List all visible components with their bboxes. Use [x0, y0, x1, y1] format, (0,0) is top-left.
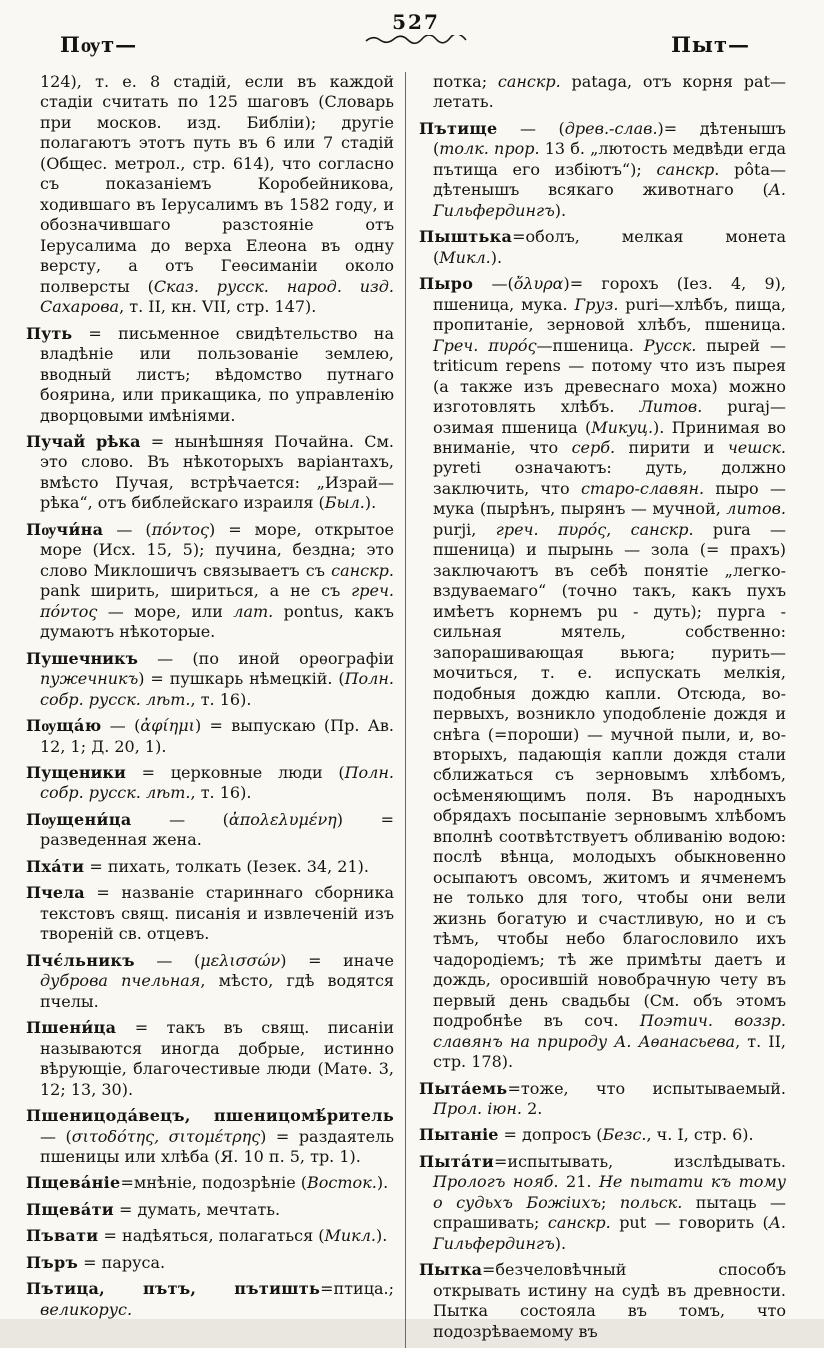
text-segment: Был. [324, 493, 365, 513]
text-segment: Русск. [643, 335, 697, 355]
dictionary-entry [26, 1279, 394, 1320]
text-segment: —пшеница. [536, 335, 644, 355]
dictionary-entry [26, 520, 394, 643]
text-segment: Восток. [307, 1173, 377, 1193]
page-header [26, 10, 806, 72]
text-segment: =безчеловѣчный способъ открывать истину на судѣ въ древности. Пытка состояла въ томъ, что подозрѣваемому въ [433, 1260, 786, 1341]
dictionary-entry [26, 716, 394, 757]
text-segment: А. Гильфердингъ [433, 1213, 787, 1253]
text-segment: pataga, отъ корня pat—летать. [433, 72, 786, 112]
text-segment: Безс. [602, 1125, 647, 1145]
headword: Пыро [419, 274, 474, 294]
text-segment: ) = море, открытое море (Исх. 15, 5); пучина, бездна; это слово Миклошичъ связываетъ съ [40, 519, 394, 580]
text-segment: ὄλυρα [513, 274, 564, 294]
text-segment: =оболъ, мелкая монета ( [433, 227, 786, 267]
text-segment: Груз. [574, 294, 619, 314]
text-segment: pank ширить, шириться, а не съ [40, 581, 352, 601]
headword: Пъвати [26, 1226, 99, 1246]
text-segment: старо-славян. [580, 478, 705, 498]
text-segment: Литов. [639, 397, 703, 417]
text-segment: греч. [351, 581, 394, 601]
text-segment: греч. [495, 519, 539, 539]
text-segment: санскр. [331, 560, 394, 580]
text-segment: Не пытати къ тому о судьхъ Божіихъ [433, 1172, 786, 1212]
dictionary-entry [26, 432, 394, 514]
text-segment: ; [601, 1192, 620, 1212]
dictionary-entry [26, 1253, 394, 1273]
text-segment: Микл. [439, 247, 491, 267]
dictionary-entry [26, 1173, 394, 1193]
text-segment: санскр. [547, 1213, 611, 1233]
headword: Пътище [419, 118, 498, 138]
text-segment: потка; [433, 72, 498, 91]
text-segment: — ( [131, 809, 229, 829]
text-segment: puri—хлѣбъ, пища, пропитаніе, зерновой хлѣбъ, пшеница. [433, 294, 787, 335]
text-segment: — ( [103, 519, 152, 539]
text-segment: Микл. [324, 1226, 376, 1246]
text-segment: пыро — мука (пырѣнъ, пырянъ — мучной, [433, 478, 786, 519]
text-segment: — ( [101, 716, 141, 736]
dictionary-entry [26, 883, 394, 944]
text-segment: πυρός [557, 519, 607, 539]
text-segment: — (по иной орѳографіи [137, 648, 394, 668]
text-segment: σιτοδότης, σιτομέτρης [71, 1126, 261, 1146]
text-segment: ). [376, 1173, 389, 1193]
headword: Пха́ти [26, 856, 85, 876]
text-segment: литов. [726, 499, 786, 519]
text-segment: , т. 16). [190, 689, 252, 709]
text-segment: = нынѣшняя Почайна. См. это слово. Въ нѣкоторыхъ варіантахъ, вмѣсто Пучая, встрѣчается: „Израй—рѣка“, отъ библейскаго израиля ( [40, 431, 394, 513]
text-segment: =испытывать, изслѣдывать. [494, 1151, 786, 1171]
headword: Пушечникъ [26, 648, 138, 668]
headword: Пучай рѣка [26, 431, 141, 451]
text-segment: ) = выпускаю (Пр. Ав. 12, 1; Д. 20, 1). [40, 716, 394, 756]
text-segment: = пихать, толкать (Іезек. 34, 21). [84, 856, 369, 876]
text-segment: 124), т. е. 8 стадій, если въ каждой стадіи считать по 125 шаговъ (Словарь при москов. изд. Библіи); другіе полагаютъ этотъ путь въ 6 или 7 стадій (Общес. метрол., стр. 614), что согласно съ показаніемъ Коробейникова, ходившаго въ Іерусалимъ въ 1582 году, и обозначившаго разстояніе отъ Іерусалима до верха Елеона въ одну версту, а отъ Геѳсиманіи около полверсты ( [40, 72, 394, 296]
text-segment: =птица.; [320, 1279, 394, 1299]
text-segment: ). Принимая во вниманіе, что [433, 417, 786, 457]
text-segment: )= горохъ (Іез. 4, 9), пшеница, мука. [433, 274, 787, 314]
text-segment: = письменное свидѣтельство на владѣніе или пользованіе землею, вводный листъ; вѣдомство путнаго боярина, или прикащика, по управленію дворцовыми имѣніями. [40, 323, 394, 425]
headword: Пытаніе [419, 1125, 499, 1145]
text-segment: древ.-слав. [564, 118, 658, 138]
page-number-block [364, 10, 468, 45]
text-segment: великорус. [40, 1299, 133, 1319]
headword: Пыта́емь [419, 1078, 508, 1098]
dictionary-entry [419, 227, 786, 268]
text-segment: пырей — triticum repens — потому что изъ пырея (а также изъ древеснаго моха) можно изготовлять хлѣбъ. [433, 335, 786, 417]
text-segment: = церковные люди ( [125, 763, 345, 782]
dictionary-entry [26, 1106, 394, 1167]
dictionary-entry [419, 274, 786, 1072]
text-segment: = думать, мечтать. [113, 1199, 281, 1219]
text-segment: put — говорить ( [610, 1213, 769, 1233]
text-segment: )= дѣтенышъ ( [433, 118, 786, 159]
dictionary-entry [26, 1200, 394, 1220]
dictionary-entry [26, 649, 394, 710]
text-segment: , [606, 519, 631, 539]
headword: Пыштька [419, 227, 513, 247]
text-segment [539, 520, 558, 539]
right-column [406, 72, 786, 1348]
text-segment [478, 336, 488, 355]
headword: Пътица, пътъ, пътишть [26, 1279, 321, 1299]
text-segment: =тоже, что испытываемый. [507, 1078, 786, 1098]
text-segment: — море, или [97, 601, 234, 621]
text-segment: ) = иначе [280, 950, 394, 970]
text-segment: ) = разведенная жена. [40, 809, 394, 850]
text-segment: ). [490, 247, 503, 267]
headword: Пщева́ти [26, 1199, 114, 1219]
text-segment: , т. 16). [190, 783, 252, 803]
text-segment: 21. [558, 1172, 599, 1192]
text-segment: =мнѣніе, подозрѣніе ( [120, 1173, 308, 1193]
text-segment: , т. II, кн. VII, стр. 147). [119, 297, 317, 317]
dictionary-entry-continuation [26, 72, 394, 318]
text-segment: Прол. іюн. [433, 1098, 523, 1118]
dictionary-entry [419, 1125, 786, 1145]
text-segment: пужечникъ [40, 669, 139, 689]
text-segment: ). [554, 200, 567, 220]
running-head-right: Пыт— [671, 32, 750, 57]
text-segment: пирити и [615, 437, 728, 457]
text-segment: , т. II, стр. 178). [433, 1031, 786, 1072]
dictionary-entry [26, 763, 394, 804]
text-segment: 13 б. „лютость медвѣди егда пътища его избіютъ“); [433, 139, 787, 179]
text-segment: Поэтич. воззр. славянъ на природу А. Аѳанасьева [433, 1011, 787, 1051]
left-column [26, 72, 406, 1348]
text-segment: — ( [497, 118, 565, 138]
text-segment: ). [376, 1226, 388, 1246]
text-segment: лат. [233, 601, 274, 621]
text-segment: Микуц. [591, 417, 654, 437]
text-segment: санскр. [497, 72, 561, 91]
text-segment: Полн. собр. русск. лѣт. [40, 763, 394, 803]
text-segment: Полн. собр. русск. лѣт. [40, 669, 394, 709]
text-segment: puraj—озимая пшеница ( [433, 397, 787, 437]
text-segment: —( [473, 274, 514, 294]
text-segment: πυρός [488, 335, 537, 355]
dictionary-entry [419, 1079, 786, 1120]
headword: Пытка [419, 1260, 482, 1280]
headword: Пчела [26, 883, 85, 903]
running-head-left: Пѹт— [60, 32, 138, 57]
headword: Пѹчи́на [26, 519, 104, 539]
dictionary-entry [419, 1152, 786, 1254]
text-segment: = паруса. [78, 1252, 166, 1272]
text-segment: purji, [433, 519, 496, 539]
text-segment: , мѣсто, гдѣ водятся пчелы. [40, 971, 395, 1011]
headword: Пущеники [26, 763, 126, 782]
text-segment: санскр. [656, 159, 720, 179]
text-segment: ) = пушкарь нѣмецкій. ( [138, 669, 345, 689]
dictionary-entry [26, 857, 394, 877]
text-segment: ἀπολελυμένη [228, 809, 337, 829]
text-segment: = такъ въ свящ. писаніи называются иногда добрые, истинно вѣрующіе, благочестивые люди (Матѳ. 3, 12; 13, 30). [40, 1018, 394, 1099]
text-segment: pura — пшеница) и пырынь — зола (= прахъ) заключаютъ въ себѣ понятіе „легко-вздуваемаго“ (точно такъ, какъ пухъ имѣетъ корнемъ pu - дуть); пурга - сильная мятель, собственно: запорашивающая вьюга; пурить—мочиться, т. е. испускать мелкія, подобныя дождю капли. Отсюда, во-первыхъ, возникло уподобленіе дождя и снѣга (=пороши) — мучной пыли, и, во-вторыхъ, падающія капли дождя стали сближаться съ зерновымъ хлѣбомъ, осѣменяющимъ поля. Въ народныхъ обрядахъ посыпаніе зерновымъ хлѣбомъ вполнѣ соотвѣтствуетъ обливанію водою: послѣ вѣнца, молодыхъ обыкновенно осыпаютъ овсомъ, житомъ и ячменемъ не только для того, чтобы они вели жизнь богатую и счастливую, но и съ тѣмъ, чтобы небо благословило ихъ чадородіемъ; тѣ же примѣты даетъ и дождь, оросившій новобрачную чету въ первый день свадьбы (См. объ этомъ подробнѣе въ соч. [433, 519, 787, 1031]
text-segment: pyreti означаютъ: дуть, должно заключить, что [433, 458, 786, 498]
text-segment: дуброва пчельная [40, 971, 201, 991]
dictionary-entry [26, 324, 394, 426]
headword: Пѹща́ю [26, 716, 102, 736]
text-segment: — ( [134, 950, 201, 970]
text-segment: = допросъ ( [498, 1125, 603, 1145]
text-segment: pontus, какъ думаютъ нѣкоторые. [40, 601, 394, 642]
text-segment: толк. прор. [439, 139, 540, 159]
headword: Пчє́льникъ [26, 950, 135, 970]
text-columns [26, 72, 806, 1348]
page-number: 527 [392, 10, 440, 34]
text-segment: Прологъ нояб. [433, 1172, 559, 1192]
headword: Пшеницода́вецъ, пшеницомѣ́ритель [26, 1106, 394, 1126]
dictionary-entry [26, 951, 394, 1012]
dictionary-entry [419, 119, 786, 221]
text-segment: 2. [522, 1098, 543, 1118]
dictionary-entry-continuation [419, 72, 786, 113]
dictionary-entry [26, 1226, 394, 1246]
page-number-flourish [364, 35, 468, 45]
text-segment: серб. [571, 437, 616, 457]
text-segment: = названіе стариннаго сборника текстовъ свящ. писанія и извлеченій изъ твореній св. отцевъ. [40, 883, 394, 944]
headword: Пѹщени́ца [26, 809, 132, 829]
text-segment: μελισσών [200, 950, 281, 970]
text-segment: Сказ. русск. народ. изд. Сахарова [40, 276, 394, 317]
dictionary-entry [26, 1018, 394, 1100]
text-segment: чешск. [727, 437, 786, 457]
dictionary-entry [419, 1260, 786, 1342]
text-segment: ). [364, 493, 377, 513]
dictionary-entry [26, 810, 394, 851]
text-segment: польск. [619, 1192, 683, 1212]
text-segment: pôta—дѣтенышъ всякаго животнаго ( [433, 159, 786, 200]
text-segment: = надѣяться, полагаться ( [98, 1226, 325, 1246]
text-segment: ἀφίημι [140, 716, 195, 736]
text-segment: А. Гильфердингъ [433, 180, 786, 220]
text-segment: пытаць — спрашивать; [433, 1192, 786, 1233]
text-segment: πόντος [40, 601, 98, 621]
text-segment: πόντος [151, 519, 209, 539]
headword: Пъръ [26, 1252, 79, 1272]
text-segment: ) = раздаятель пшеницы или хлѣба (Я. 10 п. 5, тр. 1). [40, 1126, 394, 1166]
headword: Пщева́ніе [26, 1173, 121, 1193]
text-segment: , ч. I, стр. 6). [646, 1125, 754, 1145]
text-segment: ). [554, 1233, 567, 1253]
text-segment: санскр. [630, 519, 694, 539]
headword: Путь [26, 323, 73, 343]
headword: Пшени́ца [26, 1018, 117, 1038]
text-segment: — ( [40, 1126, 72, 1146]
headword: Пыта́ти [419, 1151, 495, 1171]
text-segment: Греч. [433, 335, 479, 355]
